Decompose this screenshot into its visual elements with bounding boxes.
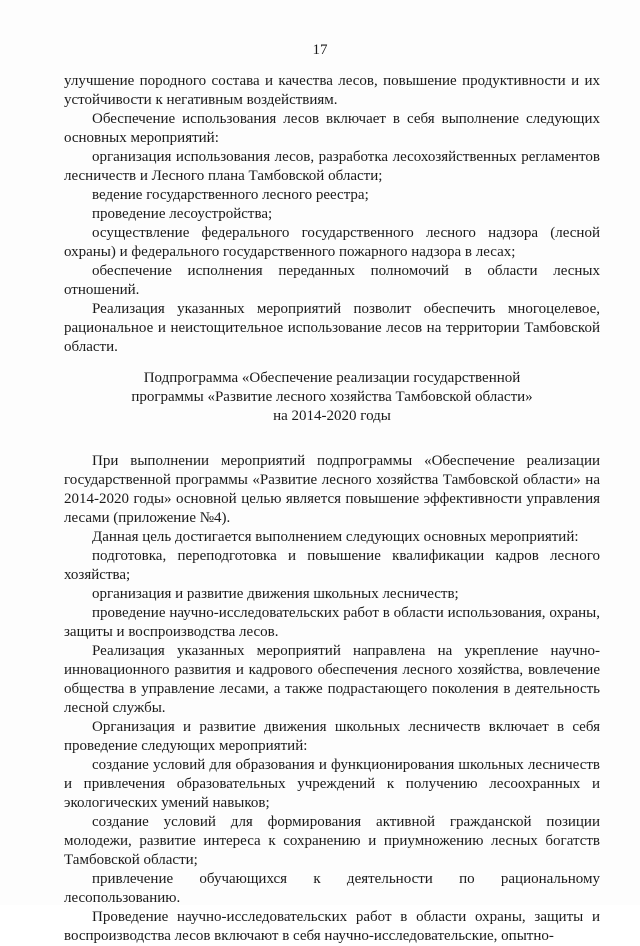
paragraph: Проведение научно-исследовательских работ в области охраны, защиты и воспроизводства лесов включают в себя научно-исследовательские, опытно- bbox=[64, 909, 600, 944]
heading-line: на 2014-2020 годы bbox=[273, 408, 391, 424]
page-body bbox=[64, 72, 600, 946]
section-heading bbox=[64, 369, 600, 426]
list-item: организация и развитие движения школьных лесничеств; bbox=[92, 586, 459, 602]
list-item: подготовка, переподготовка и повышение квалификации кадров лесного хозяйства; bbox=[64, 548, 600, 583]
paragraph: улучшение породного состава и качества лесов, повышение продуктивности и их устойчивости к негативным воздействиям. bbox=[64, 73, 600, 108]
paragraph: Данная цель достигается выполнением следующих основных мероприятий: bbox=[92, 529, 579, 545]
heading-line: программы «Развитие лесного хозяйства Тамбовской области» bbox=[131, 389, 533, 405]
paragraph: При выполнении мероприятий подпрограммы «Обеспечение реализации государственной программы «Развитие лесного хозяйства Тамбовской области» на 2014-2020 годы» основной целью является повышение эффективности управления лесами (приложение №4). bbox=[64, 453, 600, 526]
paragraph: Реализация указанных мероприятий направлена на укрепление научно-инновационного развития и кадрового обеспечения лесного хозяйства, вовлечение общества в управление лесами, а также подрастающего поколения в деятельность лесной службы. bbox=[64, 643, 600, 716]
list-item: осуществление федерального государственного лесного надзора (лесной охраны) и федерального государственного пожарного надзора в лесах; bbox=[64, 225, 600, 260]
list-item: создание условий для образования и функционирования школьных лесничеств и привлечения образовательных учреждений к получению лесоохранных и экологических умений навыков; bbox=[64, 757, 600, 811]
paragraph: Организация и развитие движения школьных лесничеств включает в себя проведение следующих мероприятий: bbox=[64, 719, 600, 754]
list-item: проведение лесоустройства; bbox=[92, 206, 273, 222]
page-number: 17 bbox=[312, 42, 328, 58]
spacer bbox=[64, 426, 600, 452]
list-item: проведение научно-исследовательских работ в области использования, охраны, защиты и воспроизводства лесов. bbox=[64, 605, 600, 640]
list-item: организация использования лесов, разработка лесохозяйственных регламентов лесничеств и Лесного плана Тамбовской области; bbox=[64, 149, 600, 184]
paragraph: Реализация указанных мероприятий позволит обеспечить многоцелевое, рациональное и неистощительное использование лесов на территории Тамбовской области. bbox=[64, 301, 600, 355]
heading-line: Подпрограмма «Обеспечение реализации государственной bbox=[143, 370, 521, 386]
list-item: обеспечение исполнения переданных полномочий в области лесных отношений. bbox=[64, 263, 600, 298]
paragraph: Обеспечение использования лесов включает в себя выполнение следующих основных мероприятий: bbox=[64, 111, 600, 146]
list-item: привлечение обучающихся к деятельности по рациональному лесопользованию. bbox=[64, 871, 600, 906]
list-item: ведение государственного лесного реестра; bbox=[92, 187, 369, 203]
list-item: создание условий для формирования активной гражданской позиции молодежи, развитие интереса к сохранению и приумножению лесных богатств Тамбовской области; bbox=[64, 814, 600, 868]
